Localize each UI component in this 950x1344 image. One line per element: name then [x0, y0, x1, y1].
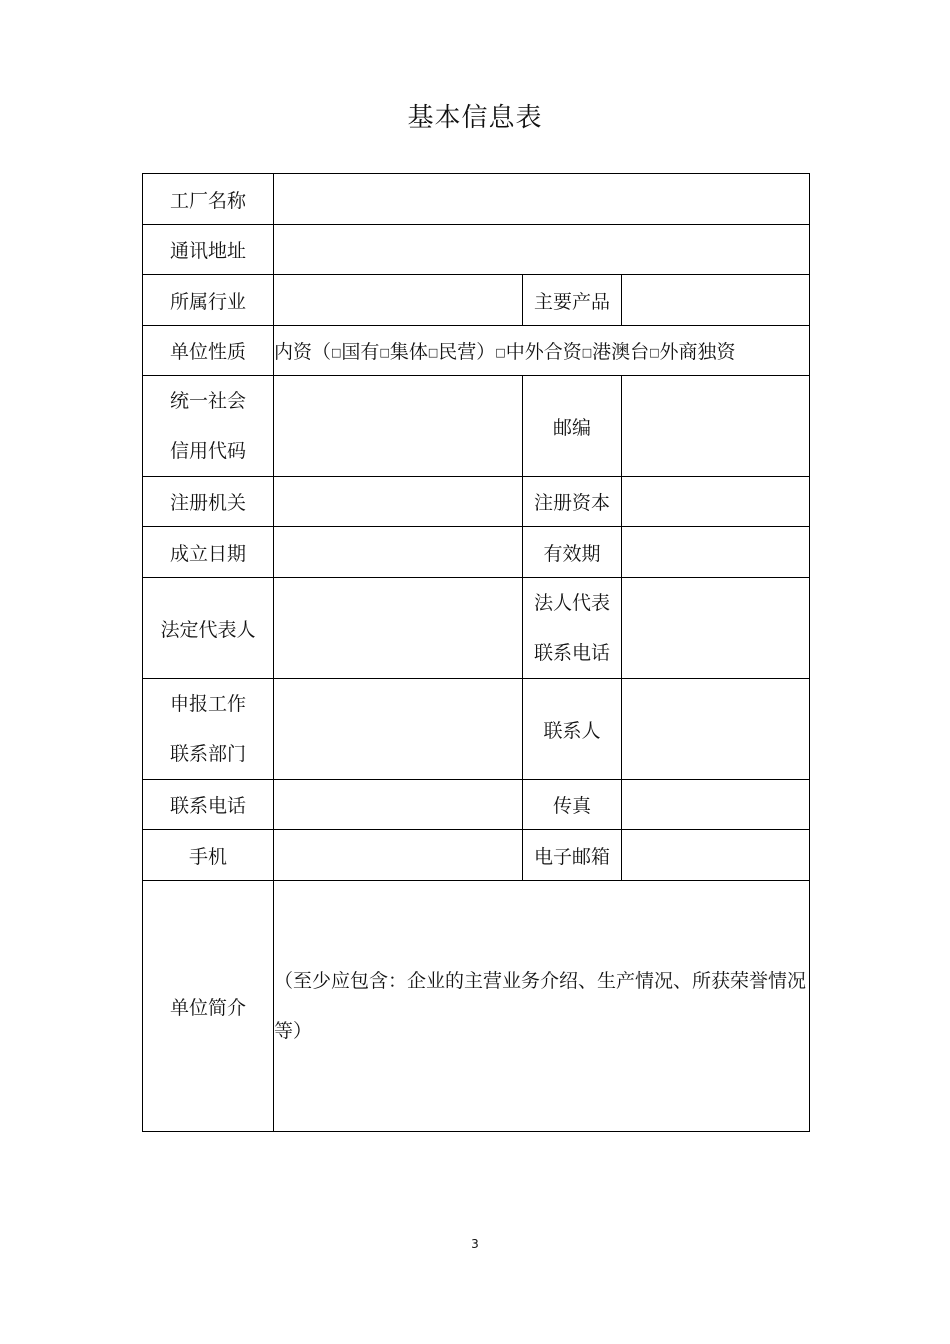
- basic-info-table: [142, 173, 810, 1132]
- row-registration: [143, 477, 810, 527]
- address-field[interactable]: [274, 225, 810, 275]
- option-state-owned: 国有: [341, 341, 380, 363]
- row-nature: [143, 326, 810, 376]
- row-industry: [143, 275, 810, 326]
- fax-label: 传真: [523, 780, 622, 830]
- industry-label: 所属行业: [143, 275, 274, 326]
- mobile-field[interactable]: [274, 830, 523, 881]
- phone-field[interactable]: [274, 780, 523, 830]
- page-title: 基本信息表: [407, 103, 543, 133]
- credit-code-label-line1: 统一社会: [169, 390, 246, 412]
- checkbox-collective[interactable]: □: [379, 346, 390, 359]
- intro-label: 单位简介: [143, 881, 274, 1132]
- factory-name-field[interactable]: [274, 174, 810, 225]
- option-hk-macau-tw: 港澳台: [592, 341, 650, 363]
- row-intro: [143, 881, 810, 1132]
- contact-dept-field[interactable]: [274, 679, 523, 780]
- legal-rep-phone-field[interactable]: [622, 578, 810, 679]
- legal-rep-phone-label-line2: 联系电话: [533, 642, 610, 664]
- legal-rep-phone-label: [523, 578, 622, 679]
- established-date-label: 成立日期: [143, 527, 274, 578]
- row-mobile: [143, 830, 810, 881]
- email-label: 电子邮箱: [523, 830, 622, 881]
- contact-dept-label: [143, 679, 274, 780]
- email-field[interactable]: [622, 830, 810, 881]
- mobile-label: 手机: [143, 830, 274, 881]
- contact-dept-label-line2: 联系部门: [169, 743, 246, 765]
- postcode-field[interactable]: [622, 376, 810, 477]
- main-products-field[interactable]: [622, 275, 810, 326]
- registered-capital-field[interactable]: [622, 477, 810, 527]
- credit-code-label-line2: 信用代码: [169, 440, 246, 462]
- registration-authority-label: 注册机关: [143, 477, 274, 527]
- row-established: [143, 527, 810, 578]
- row-contact-dept: [143, 679, 810, 780]
- intro-field[interactable]: [274, 881, 810, 1132]
- legal-rep-phone-label-line1: 法人代表: [533, 592, 610, 614]
- contact-person-label: 联系人: [523, 679, 622, 780]
- row-address: [143, 225, 810, 275]
- main-products-label: 主要产品: [523, 275, 622, 326]
- legal-rep-field[interactable]: [274, 578, 523, 679]
- row-factory-name: [143, 174, 810, 225]
- industry-field[interactable]: [274, 275, 523, 326]
- validity-label: 有效期: [523, 527, 622, 578]
- contact-person-field[interactable]: [622, 679, 810, 780]
- nature-label: 单位性质: [143, 326, 274, 376]
- row-legal-rep: [143, 578, 810, 679]
- page-number: 3: [471, 1237, 479, 1251]
- checkbox-foreign-owned[interactable]: □: [649, 346, 660, 359]
- registration-authority-field[interactable]: [274, 477, 523, 527]
- checkbox-hk-macau-tw[interactable]: □: [581, 346, 593, 359]
- validity-field[interactable]: [622, 527, 810, 578]
- option-collective: 集体: [389, 341, 428, 363]
- contact-dept-label-line1: 申报工作: [169, 693, 246, 715]
- phone-label: 联系电话: [143, 780, 274, 830]
- postcode-label: 邮编: [523, 376, 622, 477]
- credit-code-label: [143, 376, 274, 477]
- credit-code-field[interactable]: [274, 376, 523, 477]
- intro-hint: （至少应包含：企业的主营业务介绍、生产情况、所获荣誉情况等）: [274, 970, 807, 1042]
- option-foreign-owned: 外商独资: [659, 341, 736, 363]
- address-label: 通讯地址: [143, 225, 274, 275]
- checkbox-sino-foreign[interactable]: □: [495, 346, 506, 359]
- row-credit-code: [143, 376, 810, 477]
- nature-options: [274, 326, 810, 376]
- fax-field[interactable]: [622, 780, 810, 830]
- checkbox-private[interactable]: □: [427, 346, 439, 359]
- legal-rep-label: 法定代表人: [143, 578, 274, 679]
- checkbox-state-owned[interactable]: □: [331, 346, 342, 359]
- row-phone: [143, 780, 810, 830]
- nature-domestic-text: 内资（: [274, 341, 332, 363]
- factory-name-label: 工厂名称: [143, 174, 274, 225]
- established-date-field[interactable]: [274, 527, 523, 578]
- option-sino-foreign: 中外合资: [505, 341, 582, 363]
- registered-capital-label: 注册资本: [523, 477, 622, 527]
- option-private: 民营）: [438, 341, 496, 363]
